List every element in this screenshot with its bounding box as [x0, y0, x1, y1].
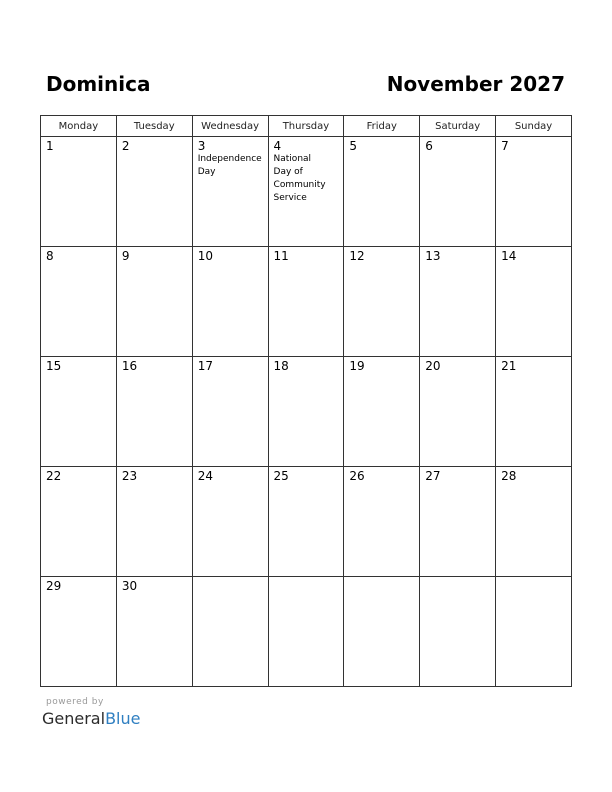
day-cell [116, 357, 192, 467]
day-cell [192, 467, 268, 577]
weekday-header-row [41, 116, 572, 137]
day-number: 20 [425, 359, 441, 373]
week-row [41, 467, 572, 577]
holiday-label: National Day of Community Service [273, 154, 326, 203]
day-cell [41, 137, 117, 247]
day-number: 22 [46, 469, 62, 483]
day-number: 29 [46, 579, 62, 593]
weekday-header: Wednesday [192, 116, 268, 137]
day-number: 17 [197, 359, 213, 373]
weekday-header: Tuesday [116, 116, 192, 137]
week-row [41, 357, 572, 467]
day-cell [496, 247, 572, 357]
day-cell [116, 577, 192, 687]
day-cell [192, 577, 268, 687]
day-number: 26 [349, 469, 365, 483]
day-cell [116, 247, 192, 357]
day-cell [268, 577, 344, 687]
day-cell [192, 137, 268, 247]
weekday-header: Monday [41, 116, 117, 137]
day-number: 7 [501, 139, 509, 153]
day-cell [420, 577, 496, 687]
day-number: 19 [349, 359, 365, 373]
weekday-header: Thursday [268, 116, 344, 137]
day-number: 23 [121, 469, 138, 483]
day-number: 1 [46, 139, 54, 153]
day-number: 13 [425, 249, 441, 263]
week-row [41, 137, 572, 247]
day-cell [268, 247, 344, 357]
day-cell [41, 467, 117, 577]
day-number: 30 [121, 579, 138, 593]
day-cell [496, 467, 572, 577]
day-cell [344, 137, 420, 247]
weekday-header: Saturday [420, 116, 496, 137]
day-cell [41, 577, 117, 687]
day-number: 4 [273, 139, 282, 153]
day-cell [420, 357, 496, 467]
day-cell [116, 467, 192, 577]
day-cell [420, 137, 496, 247]
day-cell [344, 357, 420, 467]
day-cell [496, 137, 572, 247]
day-cell [496, 357, 572, 467]
day-cell [344, 467, 420, 577]
weekday-header: Friday [344, 116, 420, 137]
footer-branding [42, 697, 140, 729]
weekday-header: Sunday [496, 116, 572, 137]
month-year-title: November 2027 [386, 72, 565, 96]
day-number: 18 [273, 359, 289, 373]
day-number: 11 [273, 249, 289, 263]
day-number: 5 [349, 139, 358, 153]
day-cell [116, 137, 192, 247]
day-number: 16 [121, 359, 138, 373]
day-cell [344, 247, 420, 357]
day-number: 21 [501, 359, 517, 373]
day-cell [268, 137, 344, 247]
day-cell [420, 247, 496, 357]
day-cell [268, 357, 344, 467]
day-number: 3 [197, 139, 206, 153]
holiday-label: Independence Day [197, 154, 262, 177]
day-cell [192, 357, 268, 467]
day-cell [496, 577, 572, 687]
day-cell [268, 467, 344, 577]
brand-blue-text: Blue [105, 709, 141, 728]
day-cell [344, 577, 420, 687]
day-number: 9 [121, 249, 130, 263]
day-number: 25 [273, 469, 289, 483]
day-number: 24 [197, 469, 213, 483]
week-row [41, 247, 572, 357]
day-number: 2 [121, 139, 130, 153]
powered-by-label: powered by [46, 697, 104, 707]
day-cell [420, 467, 496, 577]
day-number: 27 [425, 469, 441, 483]
day-number: 28 [501, 469, 517, 483]
day-number: 14 [501, 249, 517, 263]
day-cell [41, 357, 117, 467]
calendar-grid [40, 115, 572, 687]
day-number: 8 [46, 249, 54, 263]
week-row [41, 577, 572, 687]
day-number: 6 [425, 139, 433, 153]
country-title: Dominica [46, 72, 151, 96]
day-number: 15 [46, 359, 62, 373]
brand-logo[interactable] [42, 709, 140, 729]
day-number: 12 [349, 249, 365, 263]
brand-general-text: General [42, 709, 106, 728]
day-cell [41, 247, 117, 357]
day-cell [192, 247, 268, 357]
day-number: 10 [197, 249, 213, 263]
